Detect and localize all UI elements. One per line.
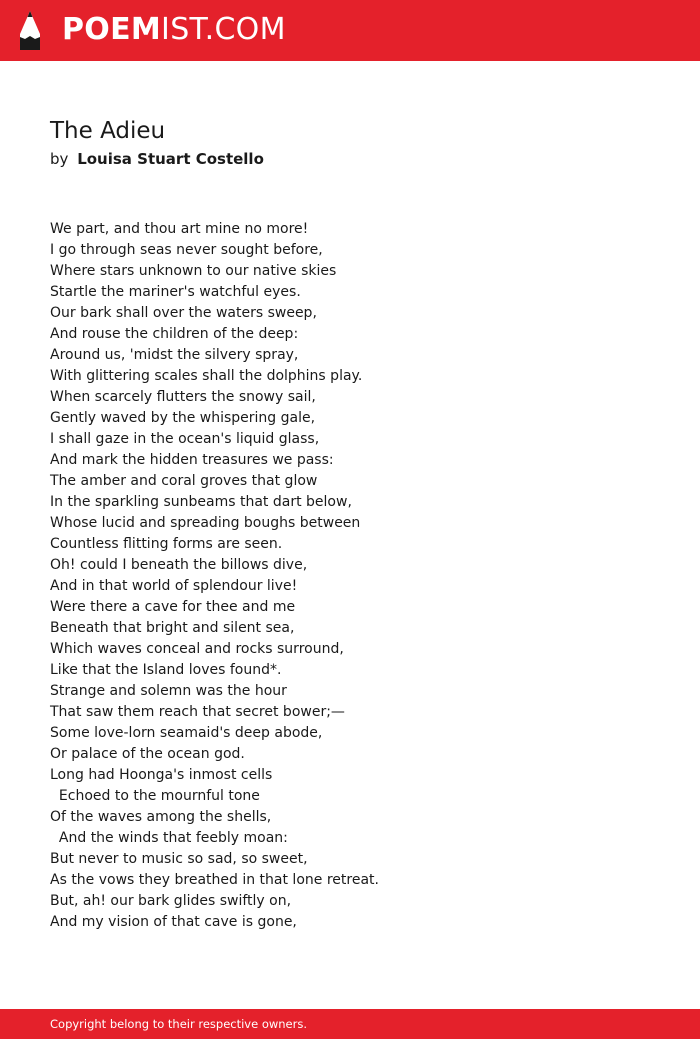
poem-line: And in that world of splendour live! bbox=[50, 578, 298, 594]
poem-line: In the sparkling sunbeams that dart below, bbox=[50, 494, 352, 510]
poem-line: Or palace of the ocean god. bbox=[50, 746, 245, 762]
logo-bold-text: POEM bbox=[62, 12, 162, 47]
poem-line: As the vows they breathed in that lone retreat. bbox=[50, 872, 379, 888]
poem-line: Long had Hoonga's inmost cells bbox=[50, 767, 273, 783]
poem-line: Around us, 'midst the silvery spray, bbox=[50, 347, 299, 363]
poem-line: Gently waved by the whispering gale, bbox=[50, 410, 316, 426]
pencil-icon[interactable] bbox=[18, 10, 42, 51]
site-logo[interactable] bbox=[62, 12, 286, 48]
poem-line: Echoed to the mournful tone bbox=[50, 788, 260, 804]
by-label: by bbox=[50, 150, 69, 168]
poem-line: I shall gaze in the ocean's liquid glass, bbox=[50, 431, 320, 447]
poem-line: Countless flitting forms are seen. bbox=[50, 536, 283, 552]
site-header bbox=[0, 0, 700, 61]
poem-line: Of the waves among the shells, bbox=[50, 809, 272, 825]
poem-line: Oh! could I beneath the billows dive, bbox=[50, 557, 308, 573]
poem-line: And rouse the children of the deep: bbox=[50, 326, 299, 342]
poem-line: Were there a cave for thee and me bbox=[50, 599, 296, 615]
copyright-text: Copyright belong to their respective owners. bbox=[50, 1017, 308, 1031]
poem-body bbox=[50, 219, 650, 933]
poem-line: Some love-lorn seamaid's deep abode, bbox=[50, 725, 323, 741]
poem-line: And mark the hidden treasures we pass: bbox=[50, 452, 334, 468]
poem-line: Whose lucid and spreading boughs between bbox=[50, 515, 361, 531]
byline bbox=[50, 149, 264, 169]
poem-line: But, ah! our bark glides swiftly on, bbox=[50, 893, 292, 909]
poem-line: But never to music so sad, so sweet, bbox=[50, 851, 308, 867]
poem-line: Beneath that bright and silent sea, bbox=[50, 620, 295, 636]
author-name: Louisa Stuart Costello bbox=[77, 150, 264, 168]
poem-line: Like that the Island loves found*. bbox=[50, 662, 282, 678]
poem-line: Which waves conceal and rocks surround, bbox=[50, 641, 344, 657]
poem-line: With glittering scales shall the dolphins play. bbox=[50, 368, 363, 384]
poem-line: That saw them reach that secret bower;— bbox=[50, 704, 345, 720]
poem-line: We part, and thou art mine no more! bbox=[50, 221, 309, 237]
poem-line: The amber and coral groves that glow bbox=[50, 473, 318, 489]
poem-line: And the winds that feebly moan: bbox=[50, 830, 288, 846]
poem-line: I go through seas never sought before, bbox=[50, 242, 323, 258]
poem-line: Strange and solemn was the hour bbox=[50, 683, 287, 699]
poem-title: The Adieu bbox=[50, 118, 166, 144]
poem-line: Startle the mariner's watchful eyes. bbox=[50, 284, 301, 300]
poem-line: Where stars unknown to our native skies bbox=[50, 263, 337, 279]
poem-line: Our bark shall over the waters sweep, bbox=[50, 305, 317, 321]
poem-line: And my vision of that cave is gone, bbox=[50, 914, 297, 930]
poem-line: When scarcely flutters the snowy sail, bbox=[50, 389, 316, 405]
logo-light-text: IST.COM bbox=[161, 12, 286, 47]
site-footer bbox=[0, 1009, 700, 1039]
